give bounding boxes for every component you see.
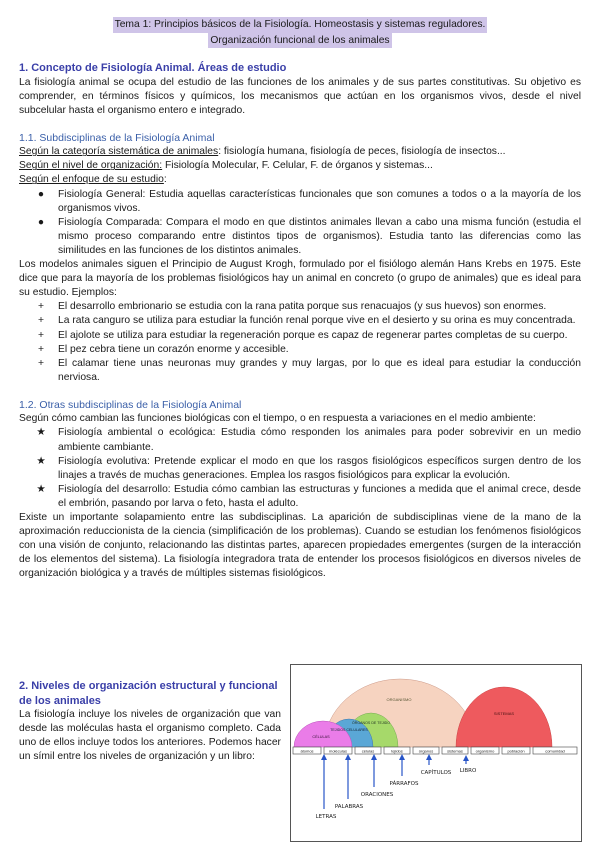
section-1-paragraph: La fisiología animal se ocupa del estudio de las funciones de los animales y de sus partes constitutivas. Su objetivo es comprender, en términos físicos y químicos, los mecanismos que actúan en los organismos vivos, desde el nivel subcelular hasta el organismo entero e integrado.	[19, 76, 581, 116]
line-enfoque	[19, 173, 581, 187]
level-box-label: células	[361, 748, 375, 754]
list-item: + El desarrollo embrionario se estudia con la rana patita porque sus renacuajos (y sus huevos) son enormes.	[19, 300, 581, 314]
list-item: + La rata canguro se utiliza para estudiar la función renal porque vive en el desierto y su orina es muy concentrada.	[19, 314, 581, 328]
enfoque-list	[19, 188, 581, 258]
line-categoria	[19, 145, 581, 159]
plus-icon: +	[37, 357, 44, 369]
plus-icon: +	[37, 329, 44, 341]
level-box-label: población	[507, 748, 525, 754]
star-icon: ★	[36, 455, 46, 467]
arc-label-celulas: CÉLULAS	[312, 735, 330, 739]
label-categoria: Según la categoría sistemática de animales	[19, 146, 219, 158]
book-label-palabras: PALABRAS	[334, 804, 364, 810]
header-line-1: Tema 1: Principios básicos de la Fisiología. Homeostasis y sistemas reguladores.	[113, 17, 488, 33]
book-label-libro: LIBRO	[459, 768, 477, 774]
subdisciplines-list	[19, 426, 581, 511]
arc-label-tejidos: TEJIDOS CELULARES	[330, 728, 368, 732]
arc-label-organismo: ORGANISMO	[386, 697, 412, 702]
book-label-oraciones: ORACIONES	[360, 792, 394, 798]
list-item: + El ajolote se utiliza para estudiar la regeneración porque es capaz de regenerar partes completas de su cuerpo.	[19, 329, 581, 343]
section-1-title: 1. Concepto de Fisiología Animal. Áreas de estudio	[19, 62, 287, 74]
subsection-1-2-intro: Según cómo cambian las funciones biológicas con el tiempo, o en respuesta a variaciones en el medio ambiente:	[19, 413, 536, 425]
level-box-label: átomos	[300, 748, 314, 754]
subsection-1-2-paragraph: Existe un importante solapamiento entre las subdisciplinas. La aparición de subdisciplinas viene de la mano de la aproximación reduccionista de la ciencia (simplificación de los problemas). Cuando se estudian los fenómenos fisiológicos con una visión de conjunto, relacionando las distintas partes, aparecen propiedades emergentes (surgen de la interacción de los elementos del sistema). La fisiología integradora trata de entender los procesos fisiológicos en diversos niveles de organización biológica y a través de múltiples sistemas fisiológicos.	[19, 512, 581, 580]
arc-sistemas	[456, 687, 552, 747]
star-icon: ★	[36, 427, 46, 439]
level-box-label: tejidos	[391, 748, 403, 754]
plus-icon: +	[37, 301, 44, 313]
level-box-label: moléculas	[328, 748, 348, 754]
bullet-icon: ●	[37, 216, 45, 228]
list-item: ★ Fisiología del desarrollo: Estudia cómo cambian las estructuras y funciones a medida que el animal crece, desde el embrión, pasando por larva o feto, hasta el adulto.	[19, 483, 581, 511]
header-line-2: Organización funcional de los animales	[208, 33, 391, 49]
subsection-1-2-title: 1.2. Otras subdisciplinas de la Fisiología Animal	[19, 398, 242, 411]
book-label-parrafos: PÁRRAFOS	[389, 781, 419, 787]
list-item: ★ Fisiología evolutiva: Pretende explicar el modo en que los rasgos fisiológicos específicos surgen dentro de los linajes a través de muchas generaciones. Emplea los rasgos fisiológicos para explicar la evolución.	[19, 455, 581, 483]
plus-icon: +	[37, 315, 44, 327]
line-nivel	[19, 159, 581, 173]
document-header	[19, 17, 581, 48]
list-item: + El calamar tiene unas neuronas muy grandes y muy largas, por lo que es ideal para estudiar la conducción nerviosa.	[19, 357, 581, 385]
plus-icon: +	[37, 343, 44, 355]
list-item: ★ Fisiología ambiental o ecológica: Estudia cómo responden los animales para poder sobrevivir en un medio ambiente cambiante.	[19, 426, 581, 454]
text-enfoque: :	[163, 174, 167, 186]
book-labels	[316, 768, 477, 820]
level-box-label: organismo	[475, 748, 495, 754]
level-box-label: órganos	[418, 748, 434, 754]
label-nivel: Según el nivel de organización:	[19, 160, 163, 172]
star-icon: ★	[36, 483, 46, 495]
levels-diagram-svg	[291, 665, 581, 841]
list-item: ● Fisiología General: Estudia aquellas características funcionales que son comunes a todos o a la mayoría de los organismos vivos.	[19, 188, 581, 216]
subsection-1-1-title: 1.1. Subdisciplinas de la Fisiología Animal	[19, 131, 215, 144]
section-2-paragraph: La fisiología incluye los niveles de organización que van desde las moléculas hasta el organismo completo. Cada uno de ellos incluye todos los anteriores. Podemos hacer un símil entre los niveles de organización y un libro:	[19, 709, 281, 763]
level-box-label: sistemas	[447, 748, 463, 754]
list-item: + El pez cebra tiene un corazón enorme y accesible.	[19, 343, 581, 357]
text-nivel: Fisiología Molecular, F. Celular, F. de órganos y sistemas...	[162, 160, 433, 172]
level-box-label: comunidad	[545, 748, 565, 754]
section-2	[19, 679, 281, 764]
krogh-paragraph: Los modelos animales siguen el Principio de August Krogh, formulado por el fisiólogo alemán Hans Krebs en 1975. Este dice que para la mayoría de los problemas fisiológicos hay un animal en concreto (o grupo de animales) que es ideal para su estudio. Ejemplos:	[19, 259, 581, 299]
arc-label-organos: ÓRGANOS DE TEJIDO	[351, 721, 391, 725]
organization-levels-diagram	[290, 664, 582, 842]
section-2-title: 2. Niveles de organización estructural y funcional de los animales	[19, 680, 278, 707]
text-categoria: : fisiología humana, fisiología de peces, fisiología de insectos...	[218, 146, 506, 158]
examples-list	[19, 300, 581, 385]
label-enfoque: Según el enfoque de su estudio	[19, 174, 164, 186]
book-label-letras: LETRAS	[315, 814, 337, 820]
book-label-capitulos: CAPÍTULOS	[420, 770, 452, 776]
document-page	[19, 17, 581, 582]
level-boxes	[293, 747, 577, 754]
list-item: ● Fisiología Comparada: Compara el modo en que distintos animales llevan a cabo una misma función (estudia el mismo proceso comparando entre distintos tipos de organismos). Estudia tanto las diferencias como las similitudes en las funciones de los distintos animales.	[19, 216, 581, 258]
bullet-icon: ●	[37, 188, 45, 200]
arc-label-sistemas: SISTEMAS	[493, 711, 515, 716]
